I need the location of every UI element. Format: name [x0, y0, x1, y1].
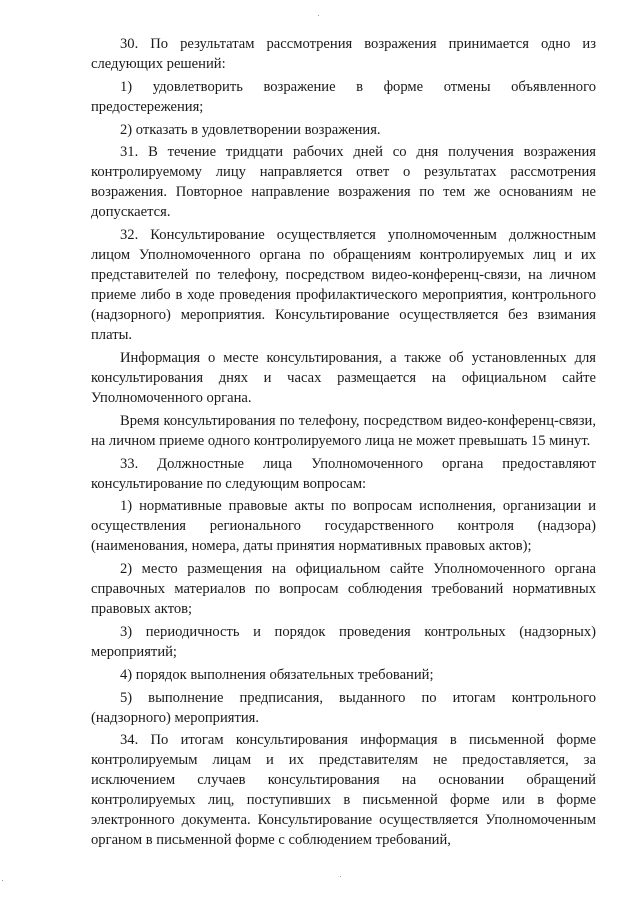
paragraph-33-item-4: 4) порядок выполнения обязательных требований;: [120, 666, 434, 683]
paragraph-consultation-info: Информация о месте консультирования, а также об установленных для консультирования днях и часах размещается на официальном сайте Уполномоченного органа.: [91, 349, 596, 406]
paragraph-32: 32. Консультирование осуществляется уполномоченным должностным лицом Уполномоченного органа по обращениям контролируемых лиц и их представителей по телефону, посредством видео-конференц-связи, на личном приеме либо в ходе проведения профилактического мероприятия, контрольного (надзорного) мероприятия. Консультирование осуществляется без взимания платы.: [91, 227, 596, 344]
paragraph-consultation-time: Время консультирования по телефону, посредством видео-конференц-связи, на личном приеме одного контролируемого лица не может превышать 15 минут.: [91, 412, 596, 449]
paragraph-30-option-1: 1) удовлетворить возражение в форме отмены объявленного предостережения;: [91, 78, 596, 115]
scan-artifact: [318, 15, 319, 16]
paragraph-33-item-1: 1) нормативные правовые акты по вопросам исполнения, организации и осуществления регионального государственного контроля (надзора) (наименования, номера, даты принятия нормативных правовых актов);: [91, 498, 596, 555]
paragraph-30: 30. По результатам рассмотрения возражения принимается одно из следующих решений:: [91, 36, 596, 72]
paragraph-34: 34. По итогам консультирования информация в письменной форме контролируемым лицам и их представителям не предоставляется, за исключением случаев консультирования на основании обращений контролируемых лиц, поступивших в письменной форме или в форме электронного документа. Консультирование осуществляется Уполномоченным органом в письменной форме с соблюдением требований,: [91, 732, 596, 849]
document-page: [91, 34, 596, 853]
paragraph-33-item-5: 5) выполнение предписания, выданного по итогам контрольного (надзорного) мероприятия.: [91, 689, 596, 726]
paragraph-33: 33. Должностные лица Уполномоченного органа предоставляют консультирование по следующим вопросам:: [91, 455, 596, 492]
scan-artifact: [2, 880, 3, 881]
paragraph-31: 31. В течение тридцати рабочих дней со дня получения возражения контролируемому лицу направляется ответ о результатах рассмотрения возражения. Повторное направление возражения по тем же основаниям не допускается.: [91, 144, 596, 221]
scan-artifact: [340, 876, 341, 877]
paragraph-33-item-3: 3) периодичность и порядок проведения контрольных (надзорных) мероприятий;: [91, 623, 596, 660]
paragraph-33-item-2: 2) место размещения на официальном сайте Уполномоченного органа справочных материалов по вопросам соблюдения требований нормативных правовых актов;: [91, 561, 596, 618]
paragraph-30-option-2: 2) отказать в удовлетворении возражения.: [120, 121, 381, 138]
